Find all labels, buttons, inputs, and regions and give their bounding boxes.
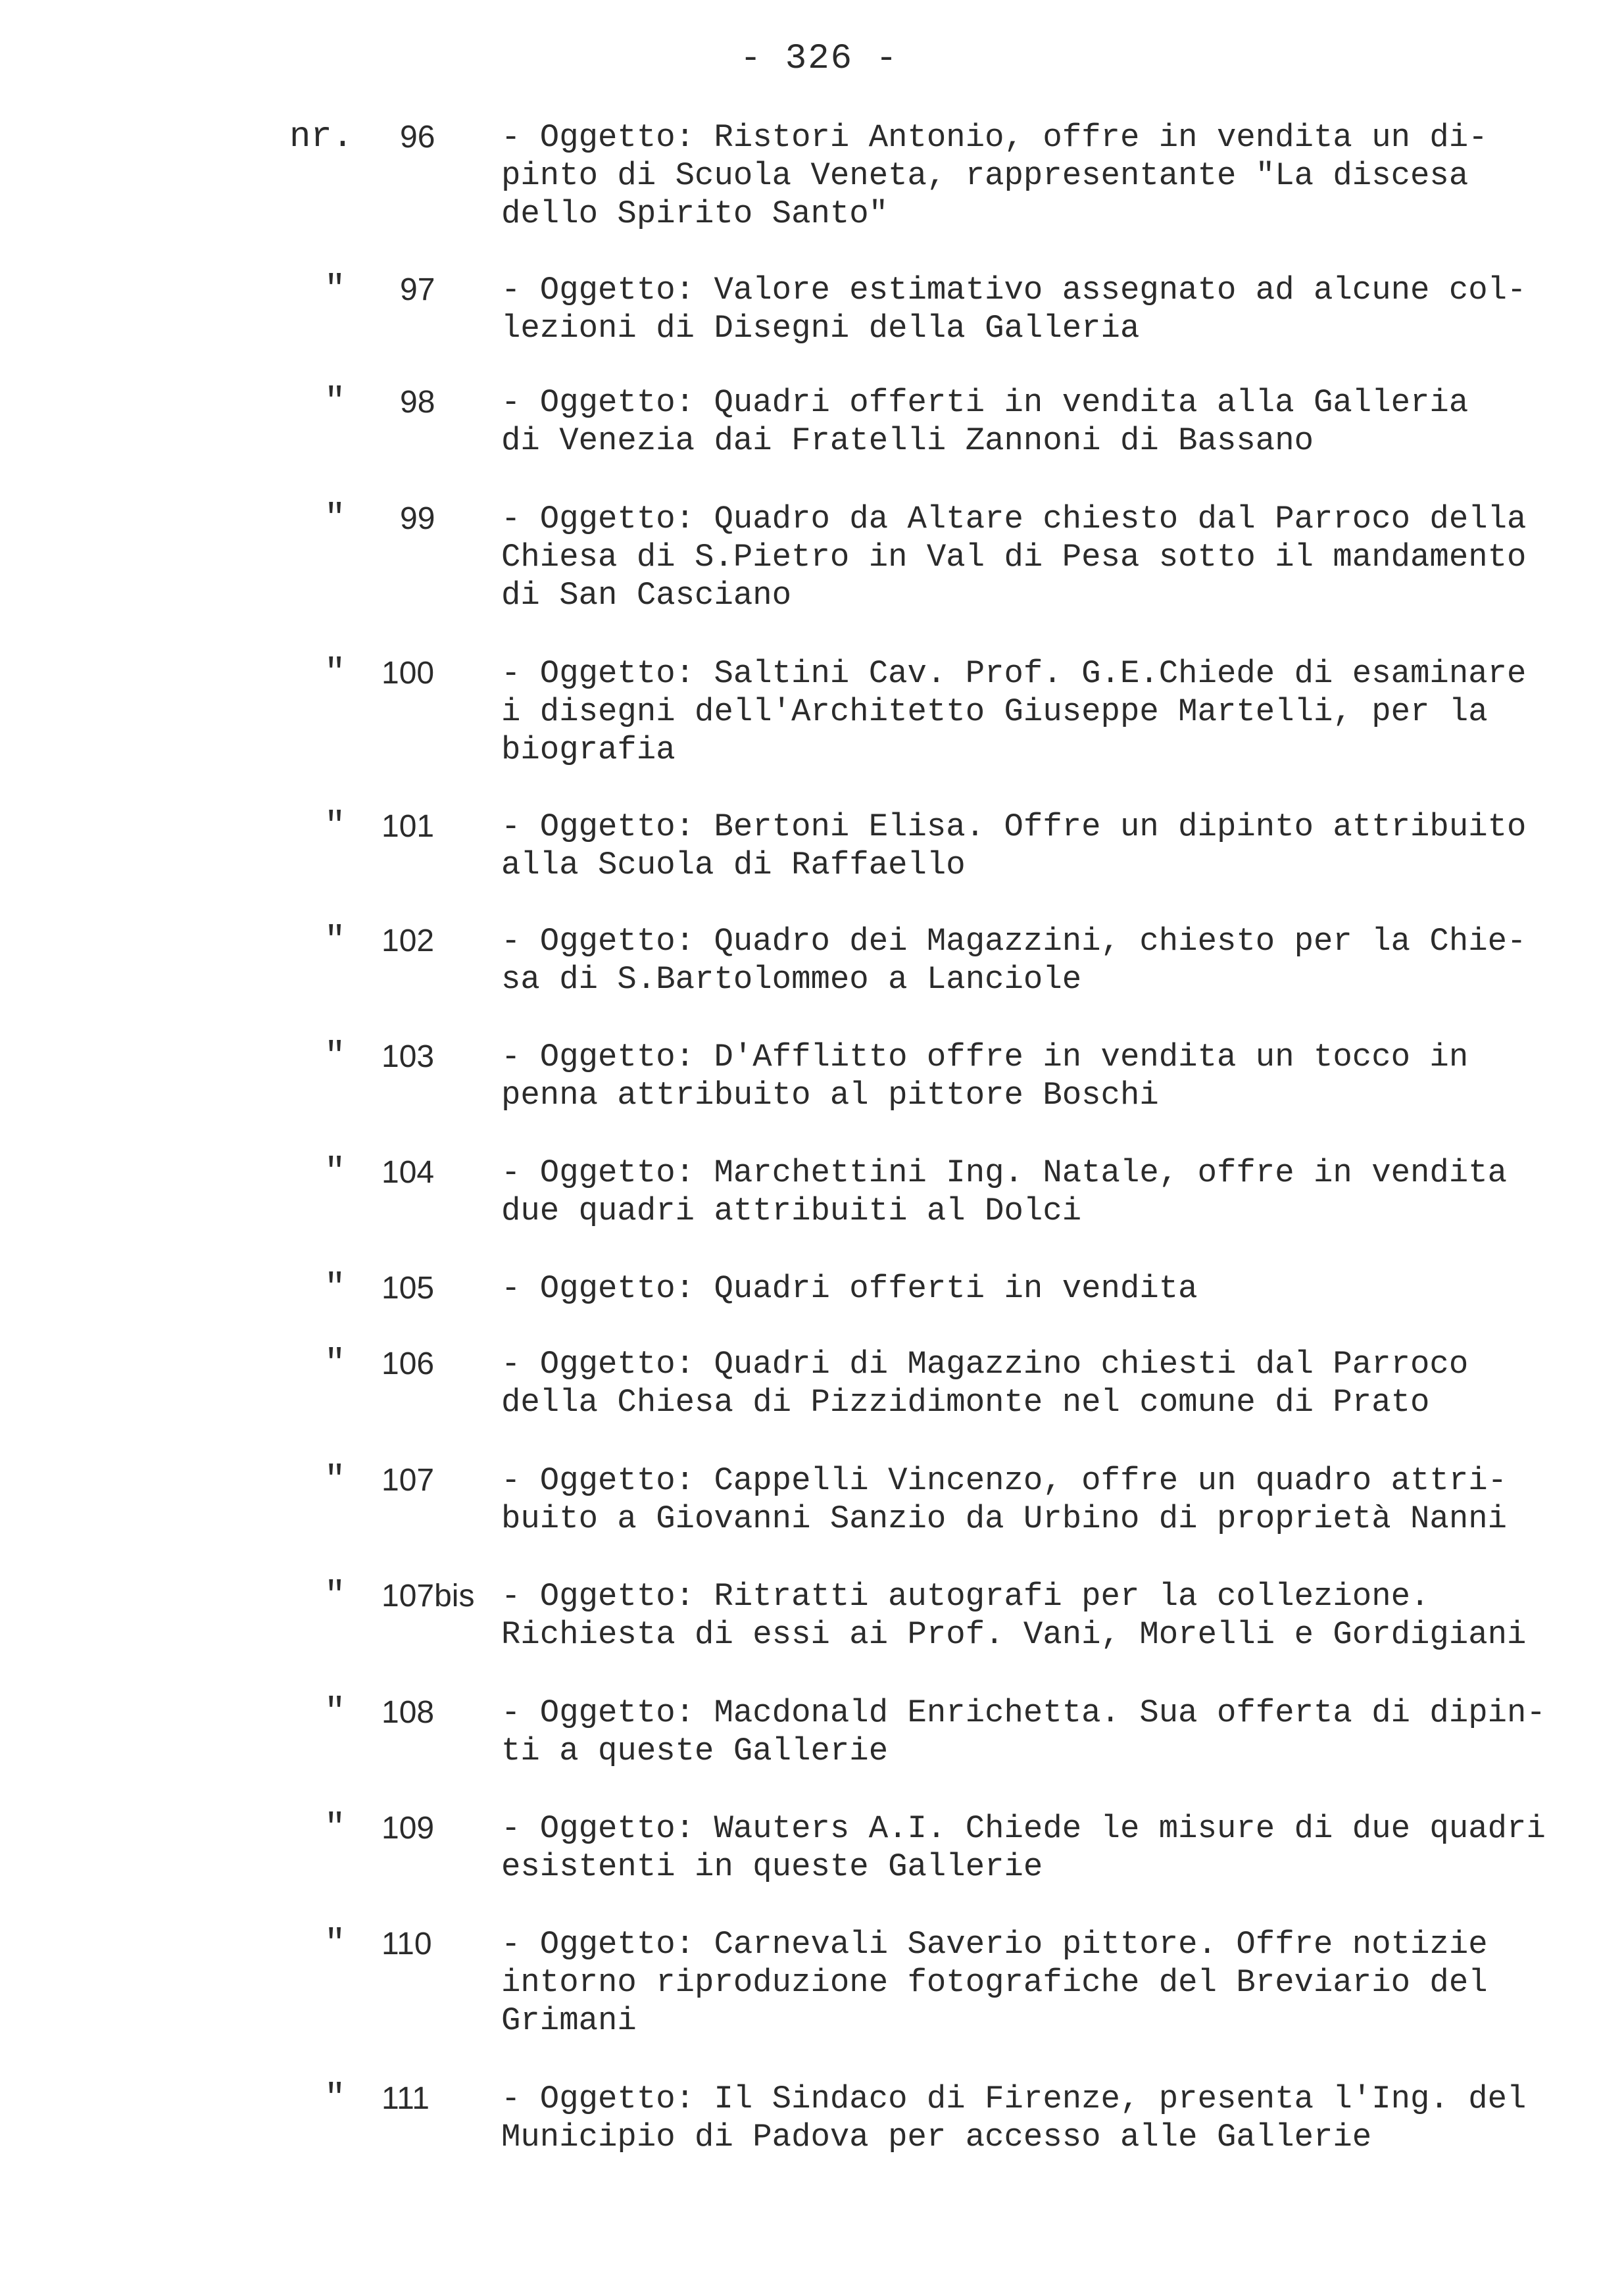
entry-prefix: ": [324, 1808, 346, 1848]
entry-prefix: ": [324, 270, 346, 310]
entry-text: [501, 1694, 1580, 1770]
entry-number: 99: [400, 501, 435, 536]
entry-text-line: - Oggetto: Quadro da Altare chiesto dal Parroco della: [501, 501, 1527, 537]
entry-text-line: - Oggetto: Ritratti autografi per la collezione.: [501, 1578, 1430, 1615]
entry-prefix: ": [324, 499, 346, 539]
entry-prefix: ": [324, 1152, 346, 1193]
entry-text: [501, 808, 1580, 884]
entry-text-line: esistenti in queste Gallerie: [501, 1848, 1043, 1885]
entry-text-line: - Oggetto: Marchettini Ing. Natale, offre in vendita: [501, 1154, 1508, 1191]
entry-text-line: di Venezia dai Fratelli Zannoni di Bassano: [501, 422, 1314, 459]
entry-text-line: ti a queste Gallerie: [501, 1733, 889, 1769]
entry-text: [501, 1154, 1580, 1230]
entry-text: [501, 271, 1580, 347]
entry-prefix: ": [324, 1576, 346, 1616]
entry-prefix: ": [324, 1344, 346, 1384]
entry-text: [501, 1269, 1580, 1308]
entry-text-line: - Oggetto: Ristori Antonio, offre in vendita un di-: [501, 119, 1488, 156]
entry-text-line: i disegni dell'Architetto Giuseppe Martelli, per la: [501, 693, 1488, 730]
entry-text-line: - Oggetto: Quadri offerti in vendita alla Galleria: [501, 384, 1469, 421]
entry-number: 98: [400, 385, 435, 420]
entry-text-line: biografia: [501, 731, 676, 768]
entry-text-line: - Oggetto: Bertoni Elisa. Offre un dipinto attribuito: [501, 808, 1527, 845]
entry-prefix: ": [324, 806, 346, 847]
entry-text-line: - Oggetto: Saltini Cav. Prof. G.E.Chiede di esaminare: [501, 655, 1527, 692]
entry-text: [501, 383, 1580, 460]
entry-text: [501, 500, 1580, 614]
entry-text-line: - Oggetto: Il Sindaco di Firenze, presenta l'Ing. del: [501, 2080, 1527, 2117]
entry-text-line: - Oggetto: Quadri di Magazzino chiesti dal Parroco: [501, 1346, 1469, 1383]
entry-text-line: di San Casciano: [501, 577, 792, 614]
entry-text: [501, 1925, 1580, 2040]
entry-prefix: nr.: [289, 117, 354, 157]
entry-text-line: - Oggetto: Quadri offerti in vendita: [501, 1270, 1198, 1307]
entry-text-line: Chiesa di S.Pietro in Val di Pesa sotto il mandamento: [501, 539, 1527, 576]
entry-number: 103: [381, 1039, 435, 1074]
entry-prefix: ": [324, 2079, 346, 2119]
entry-number: 101: [381, 809, 435, 844]
entry-number: 107bis: [381, 1579, 475, 1613]
entry-number: 108: [381, 1695, 435, 1730]
entry-text: [501, 922, 1580, 998]
entry-text: [501, 1462, 1580, 1538]
entry-text-line: della Chiesa di Pizzidimonte nel comune di Prato: [501, 1384, 1430, 1421]
entry-number: 100: [381, 656, 435, 691]
entry-text-line: - Oggetto: Macdonald Enrichetta. Sua offerta di dipin-: [501, 1694, 1546, 1731]
entry-text-line: buito a Giovanni Sanzio da Urbino di proprietà Nanni: [501, 1500, 1508, 1537]
entry-text-line: sa di S.Bartolommeo a Lanciole: [501, 961, 1082, 998]
entry-text: [501, 1038, 1580, 1114]
entry-text-line: - Oggetto: Valore estimativo assegnato ad alcune col-: [501, 272, 1527, 308]
entry-prefix: ": [324, 1268, 346, 1308]
entry-number: 105: [381, 1271, 435, 1306]
entry-text-line: Grimani: [501, 2002, 637, 2039]
entry-prefix: ": [324, 1460, 346, 1500]
entry-text-line: lezioni di Disegni della Galleria: [501, 310, 1140, 347]
entry-text: [501, 1345, 1580, 1421]
entry-text-line: - Oggetto: Cappelli Vincenzo, offre un quadro attri-: [501, 1462, 1508, 1499]
entry-prefix: ": [324, 382, 346, 422]
entry-number: 107: [381, 1463, 435, 1498]
entry-text: [501, 2080, 1580, 2156]
entry-text-line: - Oggetto: D'Afflitto offre in vendita un tocco in: [501, 1039, 1469, 1075]
entry-text: [501, 654, 1580, 769]
entry-number: 96: [400, 120, 435, 155]
entry-text-line: alla Scuola di Raffaello: [501, 847, 966, 883]
entry-prefix: ": [324, 1692, 346, 1733]
entry-prefix: ": [324, 1037, 346, 1077]
entry-text-line: intorno riproduzione fotografiche del Breviario del: [501, 1964, 1488, 2001]
entry-text-line: Richiesta di essi ai Prof. Vani, Morelli e Gordigiani: [501, 1616, 1527, 1653]
entry-number: 109: [381, 1811, 435, 1846]
entry-text-line: dello Spirito Santo": [501, 195, 889, 232]
entry-number: 97: [400, 272, 435, 307]
entry-number: 111: [381, 2081, 430, 2116]
entry-number: 104: [381, 1155, 435, 1190]
entry-text-line: pinto di Scuola Veneta, rappresentante "La discesa: [501, 157, 1469, 194]
entry-number: 110: [381, 1927, 432, 1961]
entry-text-line: - Oggetto: Carnevali Saverio pittore. Offre notizie: [501, 1926, 1488, 1963]
entry-prefix: ": [324, 1924, 346, 1964]
entry-text-line: Municipio di Padova per accesso alle Gallerie: [501, 2119, 1372, 2155]
entry-prefix: ": [324, 653, 346, 693]
entry-text: [501, 118, 1580, 233]
entry-text-line: - Oggetto: Quadro dei Magazzini, chiesto per la Chie-: [501, 923, 1527, 960]
entry-prefix: ": [324, 921, 346, 961]
entry-text: [501, 1577, 1580, 1654]
entry-text-line: due quadri attribuiti al Dolci: [501, 1193, 1082, 1229]
entry-number: 102: [381, 923, 435, 958]
page-number: - 326 -: [740, 39, 898, 79]
entry-text: [501, 1809, 1580, 1886]
entry-text-line: - Oggetto: Wauters A.I. Chiede le misure di due quadri: [501, 1810, 1546, 1847]
entry-number: 106: [381, 1346, 435, 1381]
entry-text-line: penna attribuito al pittore Boschi: [501, 1077, 1159, 1114]
